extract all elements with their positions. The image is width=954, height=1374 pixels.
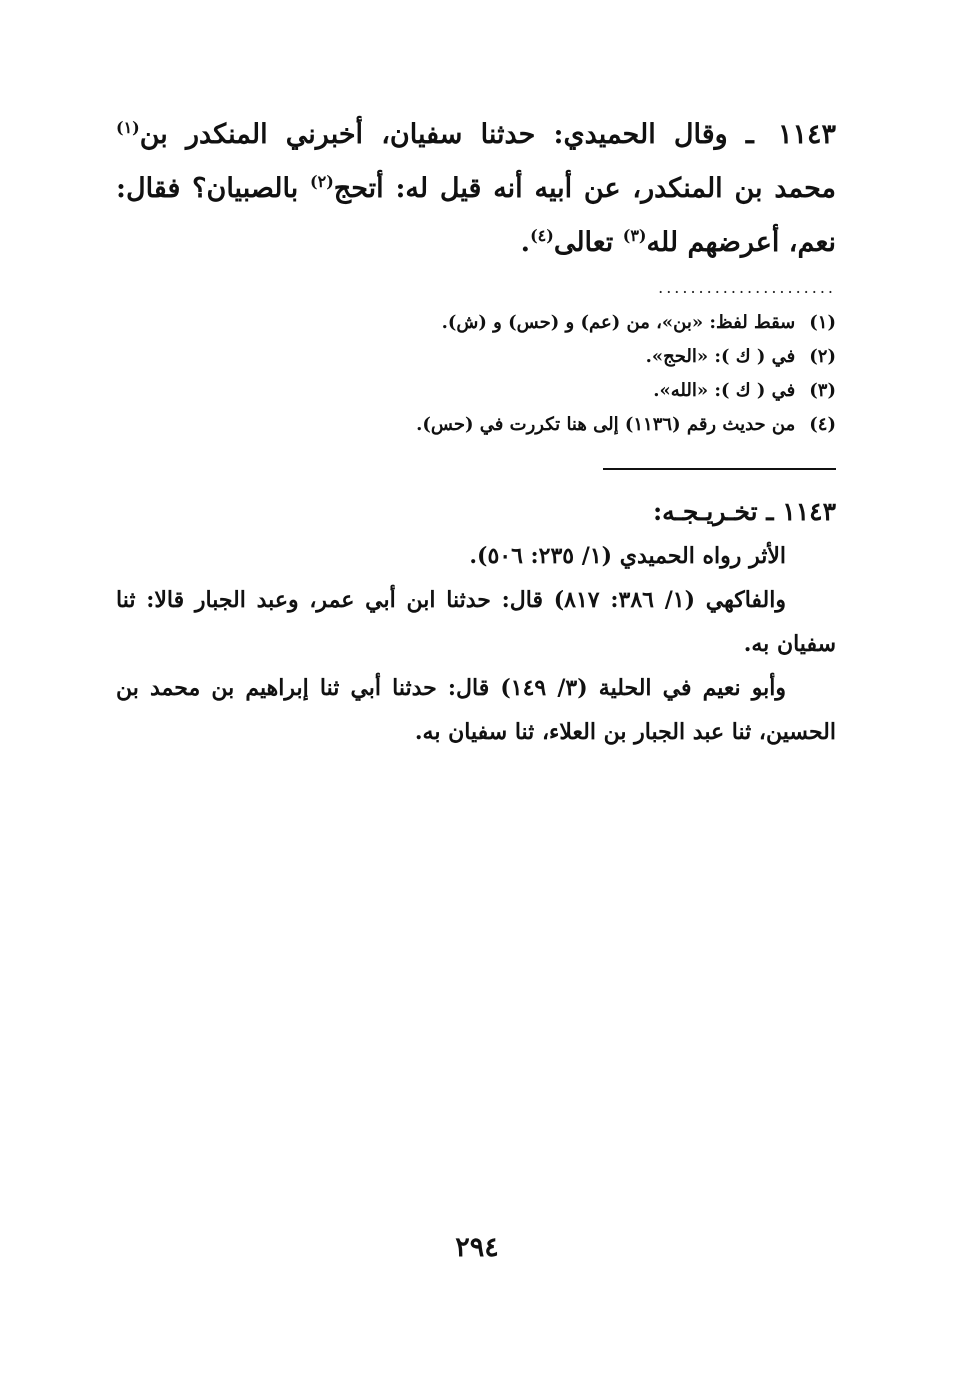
takhrij-paragraph-1: الأثر رواه الحميدي (١/ ٢٣٥: ٥٠٦). xyxy=(469,543,786,569)
footnote-ref-2: (٢) xyxy=(310,172,334,191)
hadith-number: ١١٤٣ xyxy=(777,119,836,150)
hadith-dash: ـ xyxy=(745,119,754,150)
footnote-number: (٤) xyxy=(809,414,836,435)
footnote-item xyxy=(136,340,836,374)
footnote-text: من حديث رقم (١١٣٦) إلى هنا تكررت في (حس). xyxy=(416,414,796,435)
footnote-ref-1: (١) xyxy=(116,118,140,137)
hadith-text xyxy=(116,108,836,270)
hadith-end-mark: . xyxy=(520,227,531,258)
footnote-ref-3: (٣) xyxy=(622,226,647,245)
footnote-text: في ( ك ): «الله». xyxy=(653,380,796,401)
footnote-item xyxy=(136,374,836,408)
takhrij-paragraph-2: والفاكهي (١/ ٣٨٦: ٨١٧) قال: حدثنا ابن أبي عمر، وعبد الجبار قالا: ثنا سفيان به. xyxy=(116,587,836,657)
footnotes-list xyxy=(136,306,836,442)
page-number: ٢٩٤ xyxy=(455,1232,499,1263)
footnote-number: (٢) xyxy=(809,346,836,367)
footnote-item xyxy=(136,306,836,340)
hadith-text-part-4: تعالى xyxy=(553,227,614,258)
footnote-item xyxy=(136,408,836,442)
hadith-text-part-1: وقال الحميدي: حدثنا سفيان، أخبرني المنكدر بن xyxy=(139,119,728,150)
footnote-number: (١) xyxy=(809,312,836,333)
takhrij-heading: ١١٤٣ ـ تخـريـجـه: xyxy=(652,497,836,526)
footnote-text: في ( ك ): «الحج». xyxy=(645,346,796,367)
hadith-text-part-2: محمد بن المنكدر، عن أبيه أنه قيل له: أتحج xyxy=(333,173,836,204)
hadith-text-part-3: بالصبيان؟ فقال: نعم، أعرضهم لله xyxy=(116,173,836,258)
takhrij-section xyxy=(116,490,836,754)
footnote-text: سقط لفظ: «بن»، من (عم) و (حس) و (ش). xyxy=(441,312,796,333)
footnote-number: (٣) xyxy=(809,380,836,401)
footnote-ref-4: (٤) xyxy=(530,226,554,245)
footnote-separator-dots: ...................... xyxy=(658,278,836,297)
section-divider-line xyxy=(603,468,836,470)
takhrij-paragraph-3: وأبو نعيم في الحلية (٣/ ١٤٩) قال: حدثنا أبي ثنا إبراهيم بن محمد بن الحسين، ثنا عبد الجبار بن العلاء، ثنا سفيان به. xyxy=(116,675,836,745)
